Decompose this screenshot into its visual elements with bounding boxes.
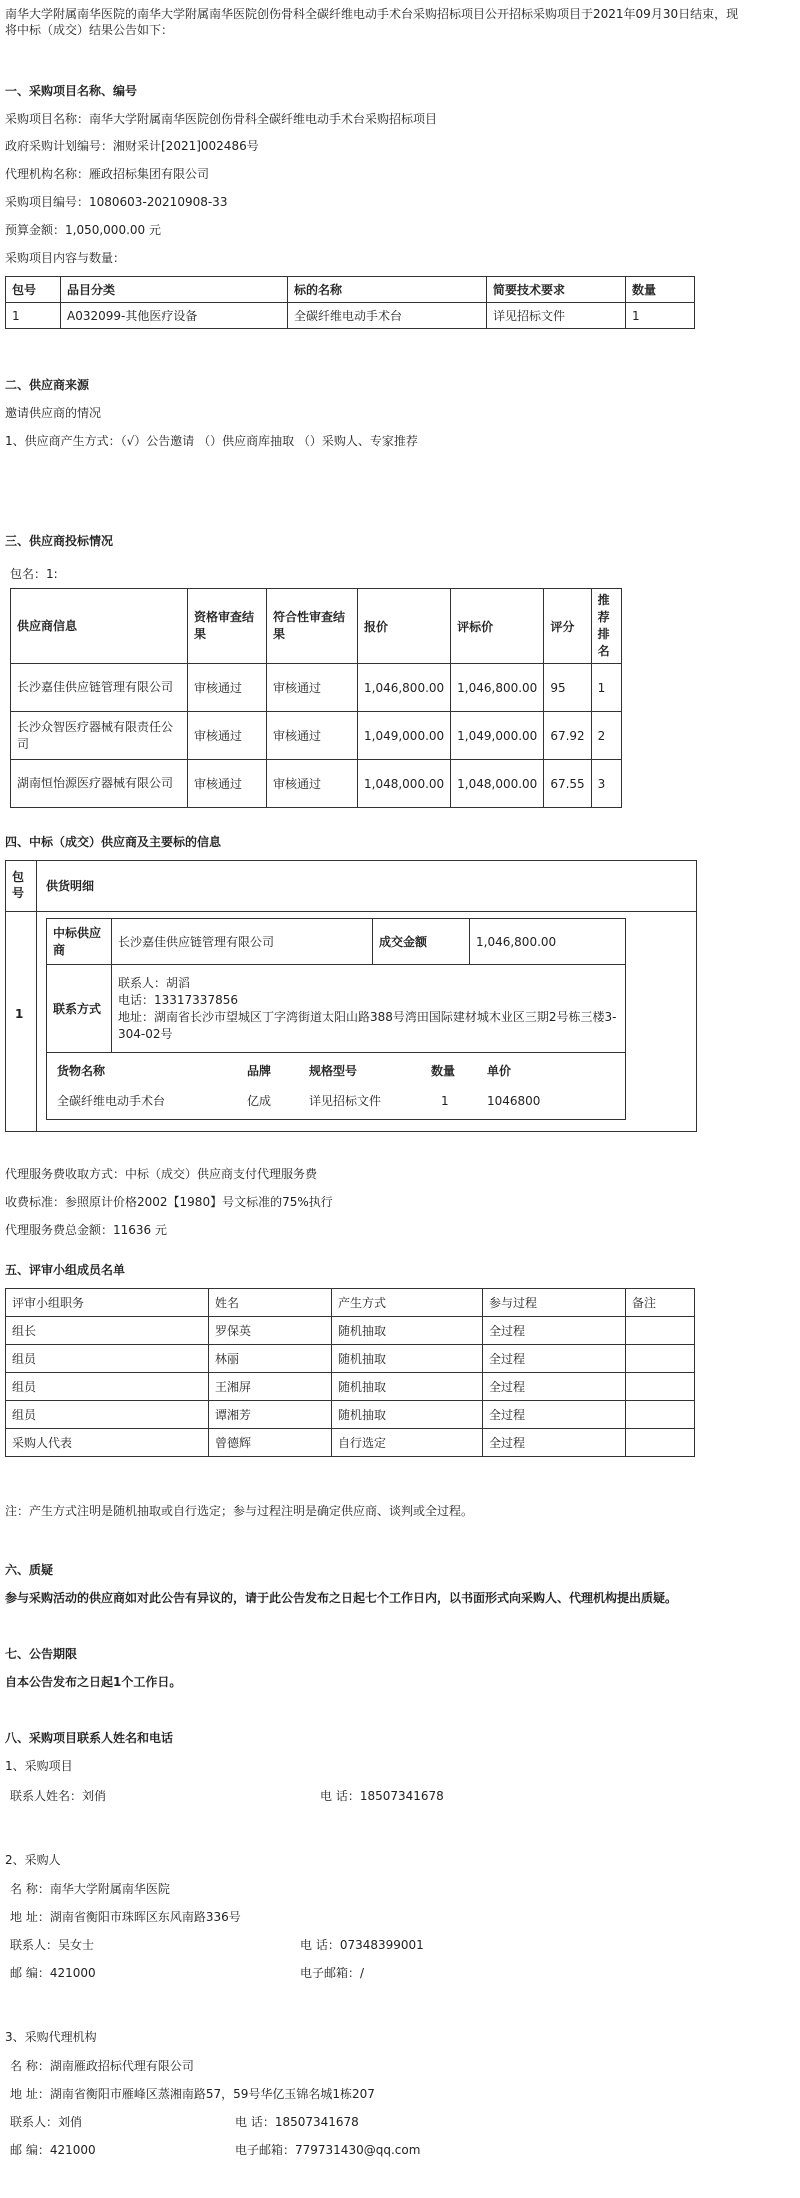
table-header: 姓名 [209,1289,332,1317]
goods-price: 1046800 [487,1094,541,1108]
purchaser-address: 地 址：湖南省衡阳市珠晖区东风南路336号 [10,1910,241,1924]
table-cell: 随机抽取 [332,1317,483,1345]
table-cell: 全过程 [483,1429,626,1457]
table-header: 标的名称 [288,277,487,303]
review-panel-table [5,1288,695,1457]
table-cell: 长沙众智医疗器械有限责任公司 [11,712,188,760]
project-name: 采购项目名称：南华大学附属南华医院创伤骨科全碳纤维电动手术台采购招标项目 [5,112,438,126]
invite-info-label: 邀请供应商的情况 [5,406,102,420]
table-cell: 审核通过 [188,712,267,760]
agency-title: 3、采购代理机构 [5,2030,97,2044]
amount-label: 成交金额 [373,919,470,965]
table-row [6,1429,695,1457]
table-cell [626,1401,695,1429]
winner-box [5,860,697,1132]
goods-name: 全碳纤维电动手术台 [57,1094,166,1108]
table-cell: 审核通过 [188,760,267,808]
goods-header-model: 规格型号 [309,1064,358,1078]
table-cell: 组员 [6,1401,209,1429]
package-name: 包名：1: [10,567,58,581]
detail-header: 供货明细 [46,879,95,893]
section-1-title: 一、采购项目名称、编号 [5,84,138,98]
section-3-title: 三、供应商投标情况 [5,534,114,548]
table-cell: 1,046,800.00 [451,664,544,712]
section-7-title: 七、公告期限 [5,1647,78,1661]
table-cell [626,1373,695,1401]
purchaser-title: 2、采购人 [5,1853,61,1867]
table-row [11,664,622,712]
table-header: 资格审查结果 [188,589,267,664]
table-cell: 3 [591,760,621,808]
table-cell: 组长 [6,1317,209,1345]
table-header: 产生方式 [332,1289,483,1317]
plan-number: 政府采购计划编号：湘财采计[2021]002486号 [5,139,259,153]
table-cell: 自行选定 [332,1429,483,1457]
pkg-number-cell [6,911,37,1131]
table-cell: A032099-其他医疗设备 [61,303,288,329]
table-cell: 谭湘芳 [209,1401,332,1429]
goods-header-brand: 品牌 [247,1064,272,1078]
table-row [6,1373,695,1401]
table-cell: 1,048,000.00 [358,760,451,808]
contact-phone: 电话：13317337856 [118,992,238,1007]
goods-header-price: 单价 [487,1064,512,1078]
table-header: 推荐排名 [591,589,621,664]
table-row [6,1345,695,1373]
table-header: 评标价 [451,589,544,664]
table-header: 供应商信息 [11,589,188,664]
table-cell: 全过程 [483,1373,626,1401]
agency-address: 地 址：湖南省衡阳市雁峰区蒸湘南路57，59号华亿玉锦名城1栋207 [10,2087,375,2101]
table-cell: 详见招标文件 [487,303,626,329]
table-cell: 1 [626,303,695,329]
table-cell: 全过程 [483,1345,626,1373]
table-cell: 组员 [6,1345,209,1373]
table-cell: 1,048,000.00 [451,760,544,808]
section-6-title: 六、质疑 [5,1563,54,1577]
goods-block [47,1053,625,1119]
table-cell: 审核通过 [267,760,358,808]
pkg-header-cell [6,861,37,912]
agency-zip: 邮 编：421000 [10,2143,96,2157]
table-row [6,1401,695,1429]
objection-text: 参与采购活动的供应商如对此公告有异议的，请于此公告发布之日起七个工作日内，以书面形式向采购人、代理机构提出质疑。 [5,1591,678,1605]
table-row [6,303,695,329]
agency-name: 代理机构名称：雁政招标集团有限公司 [5,167,210,181]
purchaser-contact: 联系人：吴女士 [10,1938,95,1952]
notice-period-text: 自本公告发布之日起1个工作日。 [5,1675,182,1689]
table-cell: 1,049,000.00 [451,712,544,760]
project-contact-phone: 电 话：18507341678 [320,1789,444,1803]
contact-address: 地址：湖南省长沙市望城区丁字湾街道太阳山路388号湾田国际建材城木业区三期2号栋三楼3-304-02号 [118,1009,617,1041]
table-cell: 95 [544,664,591,712]
contact-label: 联系方式 [47,965,112,1053]
goods-model: 详见招标文件 [309,1094,382,1108]
table-cell: 1 [6,303,61,329]
table-cell: 王湘屏 [209,1373,332,1401]
supplier-value: 长沙嘉佳供应链管理有限公司 [112,919,373,965]
pkg-header: 包号 [12,870,25,900]
table-cell: 随机抽取 [332,1401,483,1429]
table-cell: 林丽 [209,1345,332,1373]
goods-brand: 亿成 [247,1094,272,1108]
goods-cell [47,1053,626,1120]
agency-phone: 电 话：18507341678 [235,2115,359,2129]
amount-value: 1,046,800.00 [470,919,626,965]
intro-line-2: 将中标（成交）结果公告如下： [5,23,174,37]
review-note: 注：产生方式注明是随机抽取或自行选定；参与过程注明是确定供应商、谈判或全过程。 [5,1504,474,1518]
fee-standard: 收费标准：参照原计价格2002【1980】号文标准的75%执行 [5,1195,333,1209]
table-row [11,712,622,760]
contact-name: 联系人：胡滔 [118,975,191,990]
winner-inner-table [46,918,626,1120]
table-cell: 审核通过 [267,712,358,760]
table-cell: 67.92 [544,712,591,760]
table-cell [626,1429,695,1457]
section-2-title: 二、供应商来源 [5,378,90,392]
table-cell: 长沙嘉佳供应链管理有限公司 [11,664,188,712]
goods-header-qty: 数量 [431,1064,456,1078]
table-header: 包号 [6,277,61,303]
agency-email: 电子邮箱：779731430@qq.com [235,2143,421,2157]
budget-amount: 预算金额：1,050,000.00 元 [5,223,161,237]
table-cell: 1 [591,664,621,712]
section-5-title: 五、评审小组成员名单 [5,1263,126,1277]
table-cell: 全过程 [483,1401,626,1429]
agency-name-line: 名 称：湖南雁政招标代理有限公司 [10,2059,194,2073]
table-cell: 罗保英 [209,1317,332,1345]
table-header: 评审小组职务 [6,1289,209,1317]
goods-qty: 1 [441,1094,449,1108]
agency-contact: 联系人：刘俏 [10,2115,83,2129]
table-cell: 全碳纤维电动手术台 [288,303,487,329]
purchaser-name: 名 称：南华大学附属南华医院 [10,1882,170,1896]
table-header: 参与过程 [483,1289,626,1317]
table-row [11,760,622,808]
table-cell: 审核通过 [188,664,267,712]
table-header: 符合性审查结果 [267,589,358,664]
supplier-label: 中标供应商 [47,919,112,965]
table-cell: 曾德辉 [209,1429,332,1457]
table-cell: 湖南恒怡源医疗器械有限公司 [11,760,188,808]
table-cell: 67.55 [544,760,591,808]
table-cell: 随机抽取 [332,1345,483,1373]
table-header: 简要技术要求 [487,277,626,303]
bid-table [10,588,622,808]
table-cell: 采购人代表 [6,1429,209,1457]
purchaser-phone: 电 话：07348399001 [300,1938,424,1952]
table-cell: 审核通过 [267,664,358,712]
content-quantity-label: 采购项目内容与数量： [5,251,126,265]
purchaser-email: 电子邮箱：/ [300,1966,365,1980]
table-row [6,1317,695,1345]
pkg-number: 1 [15,1007,24,1021]
table-cell [626,1317,695,1345]
table-cell: 组员 [6,1373,209,1401]
table-cell: 2 [591,712,621,760]
detail-header-cell [36,861,696,912]
table-header: 品目分类 [61,277,288,303]
table-cell: 全过程 [483,1317,626,1345]
table-cell: 随机抽取 [332,1373,483,1401]
supplier-source-method: 1、供应商产生方式：（√）公告邀请 （）供应商库抽取 （）采购人、专家推荐 [5,434,418,448]
contact-info [112,965,626,1053]
section-4-title: 四、中标（成交）供应商及主要标的信息 [5,835,222,849]
goods-header-name: 货物名称 [57,1064,106,1078]
procurement-content-table [5,276,695,329]
intro-line-1: 南华大学附属南华医院的南华大学附属南华医院创伤骨科全碳纤维电动手术台采购招标项目公开招标采购项目于2021年09月30日结束，现 [5,7,739,21]
fee-method: 代理服务费收取方式：中标（成交）供应商支付代理服务费 [5,1167,318,1181]
project-number: 采购项目编号：1080603-20210908-33 [5,195,228,209]
table-header: 评分 [544,589,591,664]
table-cell [626,1345,695,1373]
table-header: 报价 [358,589,451,664]
fee-total: 代理服务费总金额：11636 元 [5,1223,167,1237]
purchaser-zip: 邮 编：421000 [10,1966,96,1980]
table-header: 数量 [626,277,695,303]
project-contact-name: 联系人姓名：刘俏 [10,1789,107,1803]
table-cell: 1,046,800.00 [358,664,451,712]
table-cell: 1,049,000.00 [358,712,451,760]
section-8-title: 八、采购项目联系人姓名和电话 [5,1731,174,1745]
table-header: 备注 [626,1289,695,1317]
project-contact-title: 1、采购项目 [5,1759,73,1773]
